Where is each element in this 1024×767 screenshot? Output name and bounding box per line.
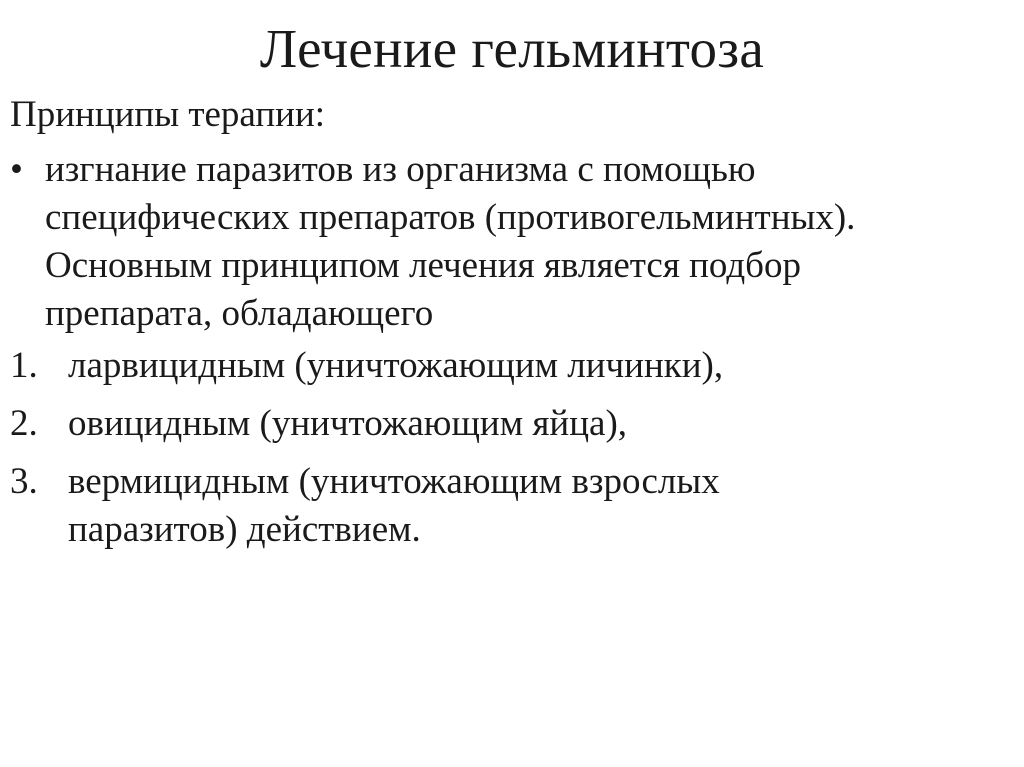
item-line: овицидным (уничтожающим яйца), [68,403,628,444]
numbered-item-3 [10,458,1010,554]
item-line: вермицидным (уничтожающим взрослых [68,461,720,502]
item-text [68,342,968,390]
numbered-item-2 [10,400,1010,448]
bullet-line: препарата, обладающего [45,293,434,334]
numbered-item-1 [10,342,1010,390]
bullet-line: изгнание паразитов из организма с помощью [45,149,756,190]
bullet-line: специфических препаратов (противогельминтных). [45,197,856,238]
bullet-item [10,146,1010,338]
slide-title: Лечение гельминтоза [259,18,765,79]
intro-heading: Принципы терапии: [10,94,326,135]
bullet-text [45,146,1010,338]
item-text [68,400,968,448]
item-line: ларвицидным (уничтожающим личинки), [68,345,724,386]
item-text [68,458,968,554]
item-line: паразитов) действием. [68,509,421,550]
bullet-line: Основным принципом лечения является подбор [45,245,801,286]
item-number: 3. [10,461,38,502]
item-number: 2. [10,403,38,444]
bullet-marker: • [10,149,23,190]
item-number: 1. [10,345,38,386]
